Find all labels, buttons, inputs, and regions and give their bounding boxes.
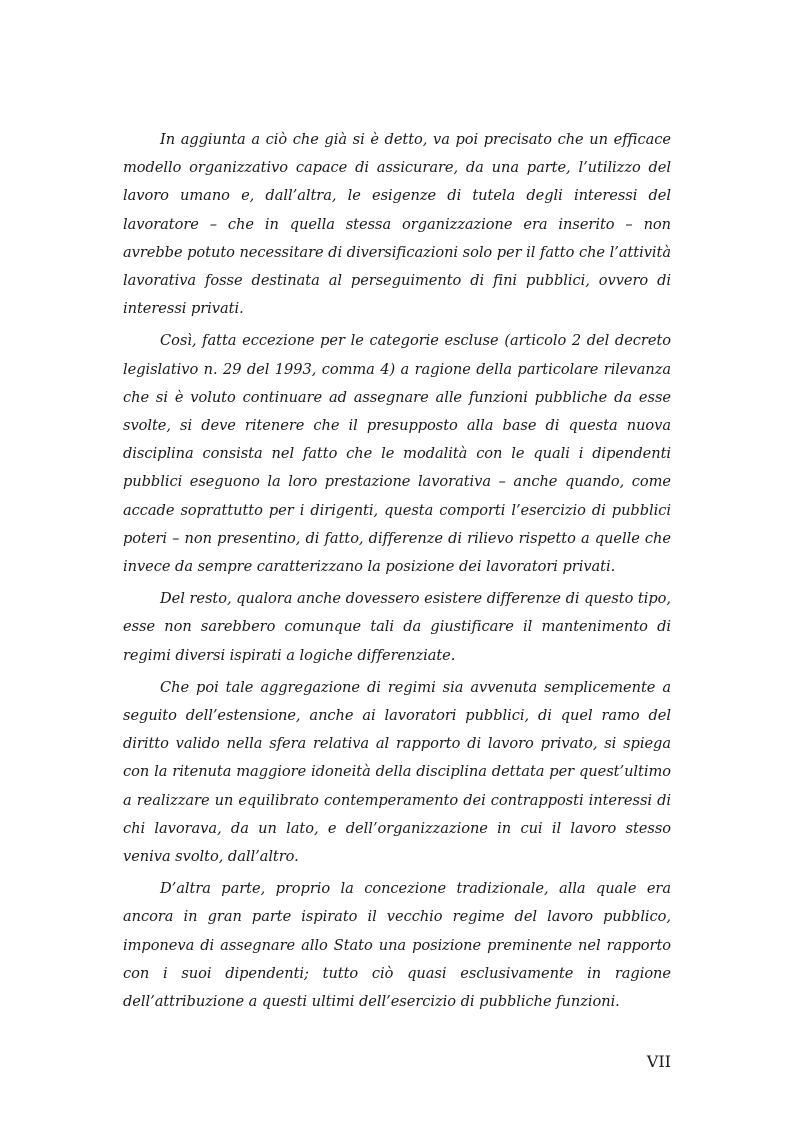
paragraph: Così, fatta eccezione per le categorie escluse (articolo 2 del decreto legislativo n. 29 del 1993, comma 4) a ragione della particolare rilevanza che si è voluto continuare ad assegnare alle funzioni pubbliche da esse svolte, si deve ritenere che il presupposto alla base di questa nuova disciplina consista nel fatto che le modalità con le quali i dipendenti pubblici eseguono la loro prestazione lavorativa – anche quando, come accade soprattutto per i dirigenti, questa comporti l’esercizio di pubblici poteri – non presentino, di fatto, differenze di rilievo rispetto a quelle che invece da sempre caratterizzano la posizione dei lavoratori privati. [123,332,671,576]
paragraph: Del resto, qualora anche dovessero esistere differenze di questo tipo, esse non sarebbero comunque tali da giustificare il mantenimento di regimi diversi ispirati a logiche differenziate. [123,590,671,664]
document-body [123,126,671,1016]
paragraph: Che poi tale aggregazione di regimi sia avvenuta semplicemente a seguito dell’estensione, anche ai lavoratori pubblici, di quel ramo del diritto valido nella sfera relativa al rapporto di lavoro privato, si spiega con la ritenuta maggiore idoneità della disciplina dettata per quest’ultimo a realizzare un equilibrato contemperamento dei contrapposti interessi di chi lavorava, da un lato, e dell’organizzazione in cui il lavoro stesso veniva svolto, dall’altro. [123,678,671,866]
page-number: VII [646,1052,671,1071]
paragraph: In aggiunta a ciò che già si è detto, va poi precisato che un efficace modello organizzativo capace di assicurare, da una parte, l’utilizzo del lavoro umano e, dall’altra, le esigenze di tutela degli interessi del lavoratore – che in quella stessa organizzazione era inserito – non avrebbe potuto necessitare di diversificazioni solo per il fatto che l’attività lavorativa fosse destinata al perseguimento di fini pubblici, ovvero di interessi privati. [123,131,671,318]
paragraph: D’altra parte, proprio la concezione tradizionale, alla quale era ancora in gran parte ispirato il vecchio regime del lavoro pubblico, imponeva di assegnare allo Stato una posizione preminente nel rapporto con i suoi dipendenti; tutto ciò quasi esclusivamente in ragione dell’attribuzione a questi ultimi dell’esercizio di pubbliche funzioni. [123,880,671,1011]
